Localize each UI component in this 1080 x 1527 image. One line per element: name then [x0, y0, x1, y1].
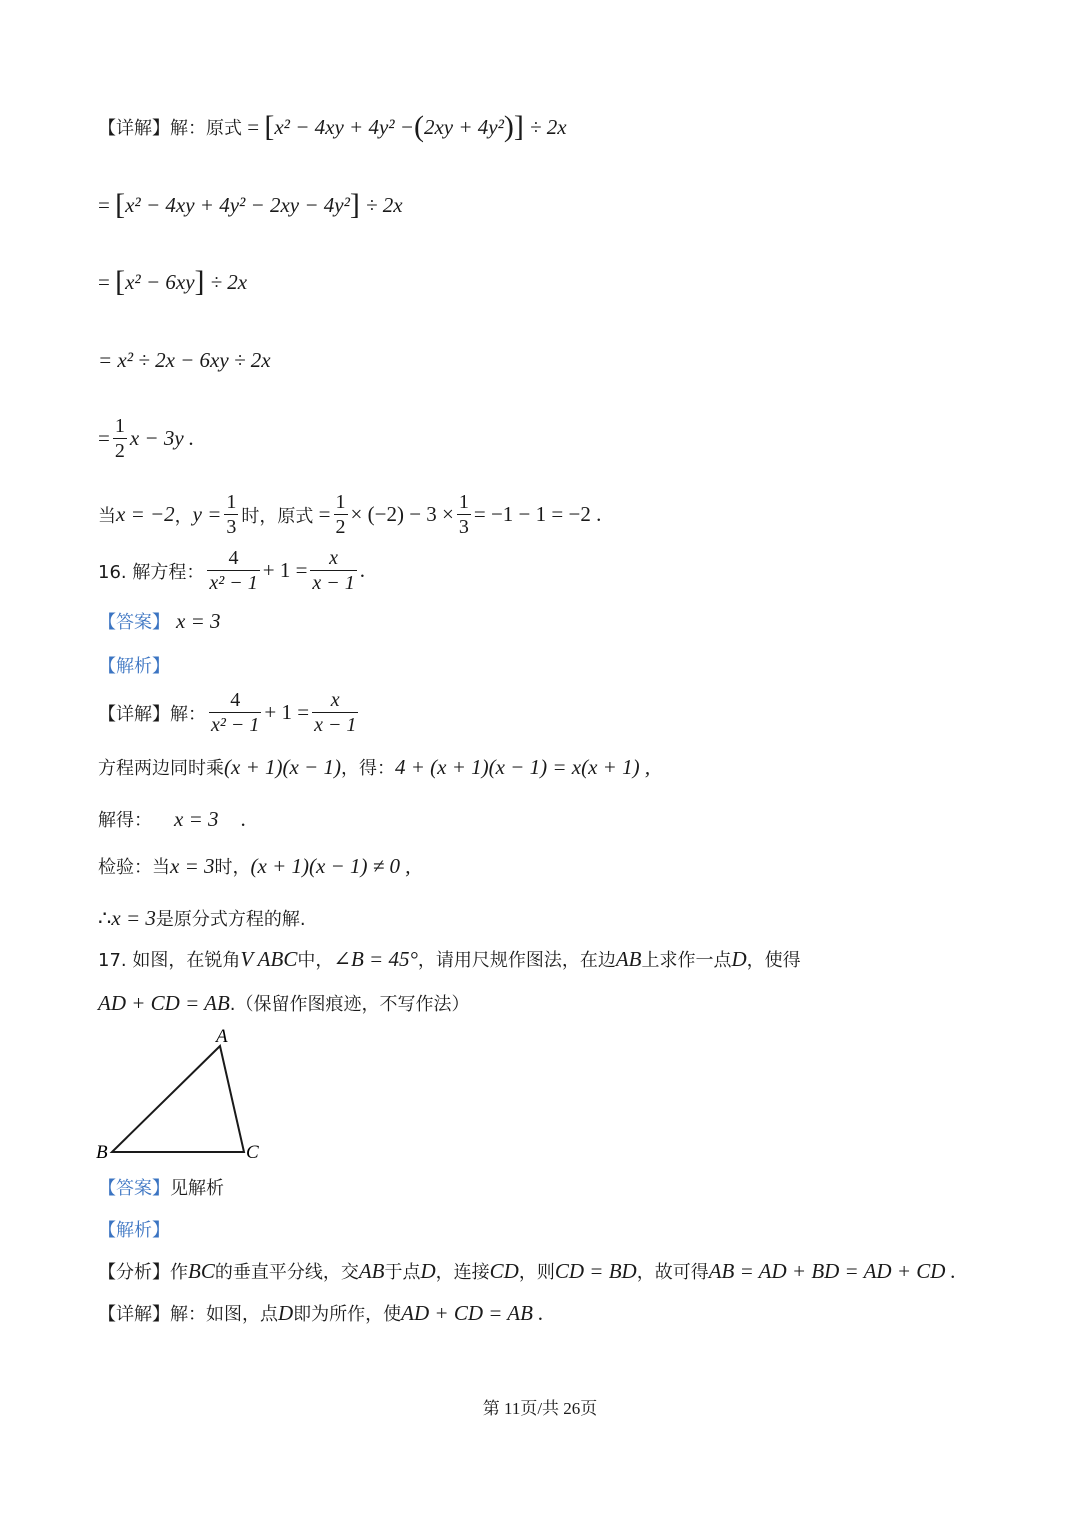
q17-question-line-2: AD + CD = AB .（保留作图痕迹，不写作法）: [98, 990, 470, 1015]
vertex-label-a: A: [216, 1026, 228, 1047]
p15-expr-3: x² − 6xy: [125, 269, 195, 294]
vertex-label-c: C: [246, 1142, 259, 1163]
p15-line-5: = $\frac{1}{2}$ x − 3y .: [98, 415, 195, 462]
page-footer: 第 11页/共 26页: [482, 1399, 598, 1418]
q17-analysis: 【解析】: [98, 1220, 170, 1241]
p15-line-2: = [ x² − 4xy + 4y² − 2xy − 4y² ] ÷ 2x: [98, 188, 403, 221]
q17-fenxi: 【分析】 作 BC 的垂直平分线，交 AB 于点 D ，连接 CD ，则 CD = BD ，故可得 AB = AD + BD = AD + CD .: [98, 1258, 956, 1283]
detail-tag: 【详解】: [98, 118, 170, 139]
fraction: $\frac{1}{2}$: [114, 415, 125, 462]
triangle-abc: [112, 1046, 244, 1152]
answer-tag: 【答案】: [98, 612, 170, 633]
q16-check: 检验：当 x = 3 时， (x + 1)(x − 1) ≠ 0 ,: [98, 853, 411, 878]
p15-expr-4: = x² ÷ 2x − 6xy ÷ 2x: [98, 348, 271, 372]
p15-tail-3: ÷ 2x: [210, 269, 248, 294]
triangle-figure: [94, 1026, 274, 1166]
q17-detail: 【详解】 解：如图，点 D 即为所作，使 AD + CD = AB .: [98, 1300, 544, 1325]
p15-result: x − 3y .: [129, 426, 195, 450]
p15-expr-2: x² − 4xy + 4y² − 2xy − 4y²: [125, 192, 350, 217]
analysis-tag: 【解析】: [98, 656, 170, 677]
q16-answer: 【答案】 x = 3: [98, 608, 221, 633]
p15-line-3: = [ x² − 6xy ] ÷ 2x: [98, 265, 248, 298]
q16-step1: 方程两边同时乘 (x + 1)(x − 1) ，得： 4 + (x + 1)(x − 1) = x(x + 1) ,: [98, 754, 651, 779]
q16-analysis: [98, 652, 170, 678]
q16-detail: 【详解】 解： $\frac{4}{\text{x² − 1}}$ + 1 = $\frac{x}{x - 1}$: [98, 689, 357, 736]
q16-step2: 解得： x = 3 .: [98, 806, 246, 831]
q17-question-line-1: 17. 如图，在锐角 V ABC 中， ∠B = 45° ，请用尺规作图法，在边 AB 上求作一点 D ，使得: [98, 946, 801, 971]
p15-expr-a: x² − 4xy + 4y² −: [274, 114, 414, 139]
vertex-label-b: B: [96, 1142, 108, 1163]
q17-answer: 【答案】 见解析: [98, 1178, 224, 1199]
p15-line-4: [98, 348, 271, 373]
p15-expr-b: 2xy + 4y²: [423, 114, 504, 139]
fenxi-tag: 【分析】: [98, 1262, 170, 1283]
p15-evaluation: 当 x = −2 ， y = $\frac{1}{3}$ 时，原式 = $\frac{1}{2}$ × (−2) − 3 × $\frac{1}{3}$ = −1 − 1 = −2 .: [98, 491, 602, 538]
q16-label: 16. 解方程：: [98, 561, 205, 583]
p15-lead: 解：原式: [170, 118, 242, 139]
p15-tail-1: ÷ 2x: [529, 114, 567, 139]
q16-conclusion: ∴ x = 3 是原分式方程的解.: [98, 905, 306, 930]
q16-question: 16. 解方程： $\frac{4}{\text{x² − 1}}$ + 1 = $\frac{x}{x - 1}$ .: [98, 547, 366, 594]
p15-line-1: 【详解】 解：原式 = [ x² − 4xy + 4y² − ( 2xy + 4y² ) ] ÷ 2x: [98, 110, 567, 143]
p15-tail-2: ÷ 2x: [365, 192, 403, 217]
